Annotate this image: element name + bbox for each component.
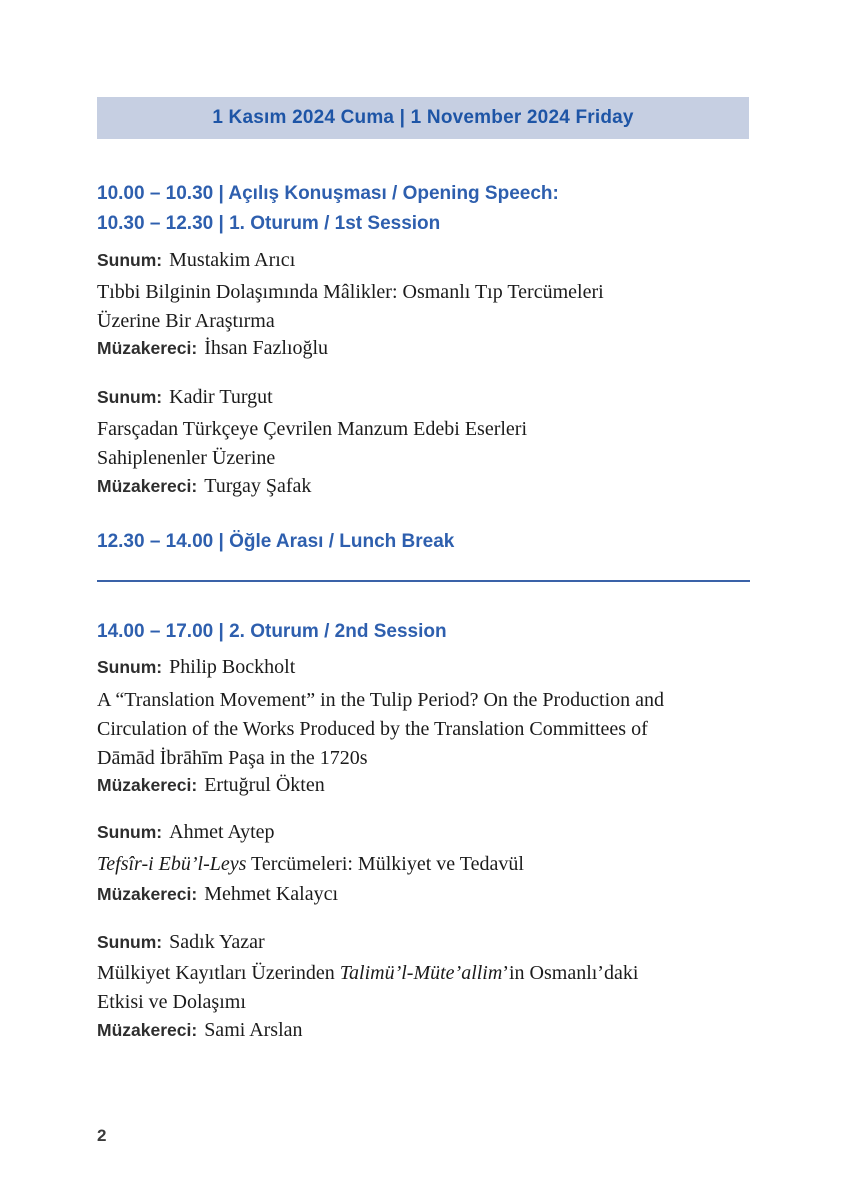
discussant-label: Müzakereci: <box>97 338 198 358</box>
talk3-title-line1 <box>97 689 664 712</box>
title-italic: Talimü’l-Müte’allim <box>339 962 503 984</box>
title-text: ’in Osmanlı’daki <box>502 962 639 984</box>
talk4-discussant-line <box>97 883 338 906</box>
session-opening-speech: 10.00 – 10.30 | Açılış Konuşması / Opening Speech: <box>97 183 559 204</box>
discussant-label: Müzakereci: <box>97 476 198 496</box>
title-text: Tıbbi Bilginin Dolaşımında Mâlikler: Osmanlı Tıp Tercümeleri <box>97 281 604 303</box>
discussant-name: Sami Arslan <box>204 1019 303 1041</box>
talk3-title-line2 <box>97 718 648 741</box>
session-first: 10.30 – 12.30 | 1. Oturum / 1st Session <box>97 213 441 234</box>
title-text: Etkisi ve Dolaşımı <box>97 991 246 1013</box>
speaker-name: Ahmet Aytep <box>169 821 275 843</box>
title-text: Üzerine Bir Araştırma <box>97 310 275 332</box>
speaker-name: Sadık Yazar <box>169 931 265 953</box>
talk1-title-line1 <box>97 281 604 304</box>
discussant-label: Müzakereci: <box>97 884 198 904</box>
section-divider <box>97 580 750 582</box>
session-second: 14.00 – 17.00 | 2. Oturum / 2nd Session <box>97 621 447 642</box>
presentation-label: Sunum: <box>97 250 163 270</box>
talk5-speaker-line <box>97 931 265 954</box>
title-text: A “Translation Movement” in the Tulip Period? On the Production and <box>97 689 665 711</box>
talk4-title-line1 <box>97 853 524 876</box>
discussant-label: Müzakereci: <box>97 1020 198 1040</box>
presentation-label: Sunum: <box>97 657 163 677</box>
speaker-name: Mustakim Arıcı <box>169 249 296 271</box>
talk2-speaker-line <box>97 386 273 409</box>
presentation-label: Sunum: <box>97 822 163 842</box>
title-text: Mülkiyet Kayıtları Üzerinden <box>97 962 340 984</box>
title-text: Farsçadan Türkçeye Çevrilen Manzum Edebi Eserleri <box>97 418 528 440</box>
speaker-name: Kadir Turgut <box>169 386 273 408</box>
talk3-speaker-line <box>97 656 295 679</box>
title-text: Dāmād İbrāhīm Paşa in the 1720s <box>97 747 368 769</box>
talk3-discussant-line <box>97 774 325 797</box>
presentation-label: Sunum: <box>97 387 163 407</box>
discussant-label: Müzakereci: <box>97 775 198 795</box>
talk1-discussant-line <box>97 337 328 360</box>
title-italic: Tefsîr-i Ebü’l-Leys <box>97 853 247 875</box>
title-text: Tercümeleri: Mülkiyet ve Tedavül <box>246 853 524 875</box>
title-text: Sahiplenenler Üzerine <box>97 447 276 469</box>
talk2-discussant-line <box>97 475 311 498</box>
discussant-name: Turgay Şafak <box>204 475 312 497</box>
talk5-discussant-line <box>97 1019 303 1042</box>
talk5-title-line2 <box>97 991 246 1014</box>
page-number: 2 <box>97 1126 107 1145</box>
discussant-name: Ertuğrul Ökten <box>204 774 325 796</box>
presentation-label: Sunum: <box>97 932 163 952</box>
speaker-name: Philip Bockholt <box>169 656 296 678</box>
talk1-title-line2 <box>97 310 275 333</box>
talk2-title-line1 <box>97 418 527 441</box>
talk5-title-line1 <box>97 962 638 985</box>
date-band <box>97 97 749 139</box>
talk3-title-line3 <box>97 747 368 770</box>
title-text: Circulation of the Works Produced by the Translation Committees of <box>97 718 648 740</box>
date-band-text: 1 Kasım 2024 Cuma | 1 November 2024 Friday <box>212 107 634 128</box>
talk2-title-line2 <box>97 447 275 470</box>
talk4-speaker-line <box>97 821 275 844</box>
session-lunch-break: 12.30 – 14.00 | Öğle Arası / Lunch Break <box>97 531 455 552</box>
talk1-speaker-line <box>97 249 295 272</box>
discussant-name: İhsan Fazlıoğlu <box>204 337 329 359</box>
discussant-name: Mehmet Kalaycı <box>204 883 339 905</box>
